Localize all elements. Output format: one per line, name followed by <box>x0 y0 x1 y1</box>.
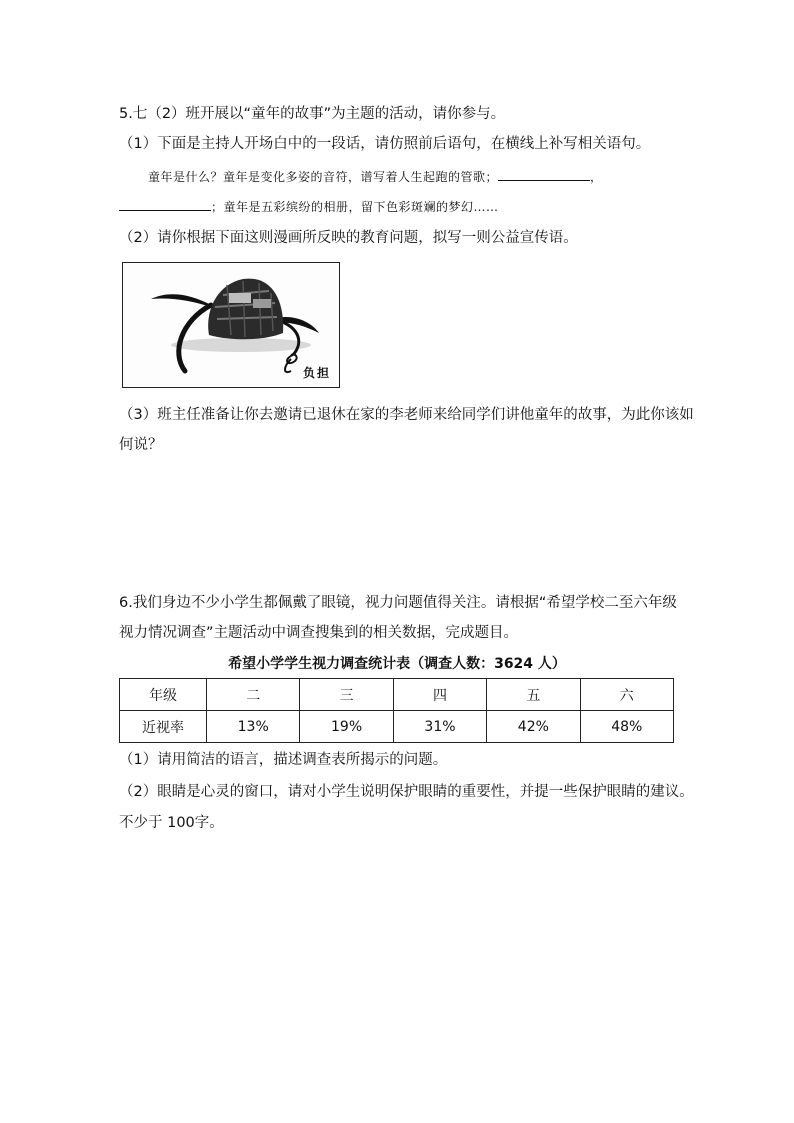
table-cell-grade: 二 <box>207 679 300 711</box>
q5-quote-text1: 童年是什么？童年是变化多姿的音符，谱写着人生起跑的管歌； <box>148 170 499 184</box>
q6-stem-line2: 视力情况调查”主题活动中调查搜集到的相关数据，完成题目。 <box>119 625 519 641</box>
table-row-grade <box>120 679 674 711</box>
table-cell-grade: 四 <box>393 679 486 711</box>
q5-quote-line1 <box>148 168 603 186</box>
answer-blank-2[interactable] <box>119 198 211 211</box>
q5-stem: 5.七（2）班开展以“童年的故事”为主题的活动，请你参与。 <box>119 106 506 122</box>
table-row-rate <box>120 711 674 743</box>
table-cell-rate: 48% <box>580 711 673 743</box>
survey-table <box>119 678 674 743</box>
table-cell-rate: 31% <box>393 711 486 743</box>
q6-part1-prompt: （1）请用简洁的语言，描述调查表所揭示的问题。 <box>119 752 448 768</box>
table-title: 希望小学学生视力调查统计表（调查人数：3624 人） <box>228 656 566 672</box>
q5-part3-prompt-line2: 何说？ <box>119 437 163 453</box>
table-header-rate: 近视率 <box>120 711 207 743</box>
table-header-grade: 年级 <box>120 679 207 711</box>
q5-part2-prompt: （2）请你根据下面这则漫画所反映的教育问题，拟写一则公益宣传语。 <box>119 230 578 246</box>
q5-part1-prompt: （1）下面是主持人开场白中的一段话，请仿照前后语句，在横线上补写相关语句。 <box>119 136 651 152</box>
table-cell-grade: 三 <box>300 679 393 711</box>
q5-quote-comma: ， <box>590 170 603 184</box>
cartoon-caption: 负担 <box>302 366 331 380</box>
table-cell-grade: 六 <box>580 679 673 711</box>
q5-part3-prompt-line1: （3）班主任准备让你去邀请已退休在家的李老师来给同学们讲他童年的故事，为此你该如 <box>119 407 694 423</box>
answer-blank-1[interactable] <box>498 168 590 181</box>
q5-quote-line2 <box>119 198 499 216</box>
table-cell-rate: 19% <box>300 711 393 743</box>
table-cell-rate: 42% <box>487 711 580 743</box>
q6-part2-prompt-line1: （2）眼睛是心灵的窗口，请对小学生说明保护眼睛的重要性，并提一些保护眼睛的建议。 <box>119 784 694 800</box>
table-cell-grade: 五 <box>487 679 580 711</box>
q6-stem-line1: 6.我们身边不少小学生都佩戴了眼镜，视力问题值得关注。请根据“希望学校二至六年级 <box>119 595 677 611</box>
table-cell-rate: 13% <box>207 711 300 743</box>
q5-quote-text2: ；童年是五彩缤纷的相册，留下色彩斑斓的梦幻…… <box>211 200 499 214</box>
q6-part2-prompt-line2: 不少于 100字。 <box>119 815 224 831</box>
cartoon-image <box>122 262 340 388</box>
